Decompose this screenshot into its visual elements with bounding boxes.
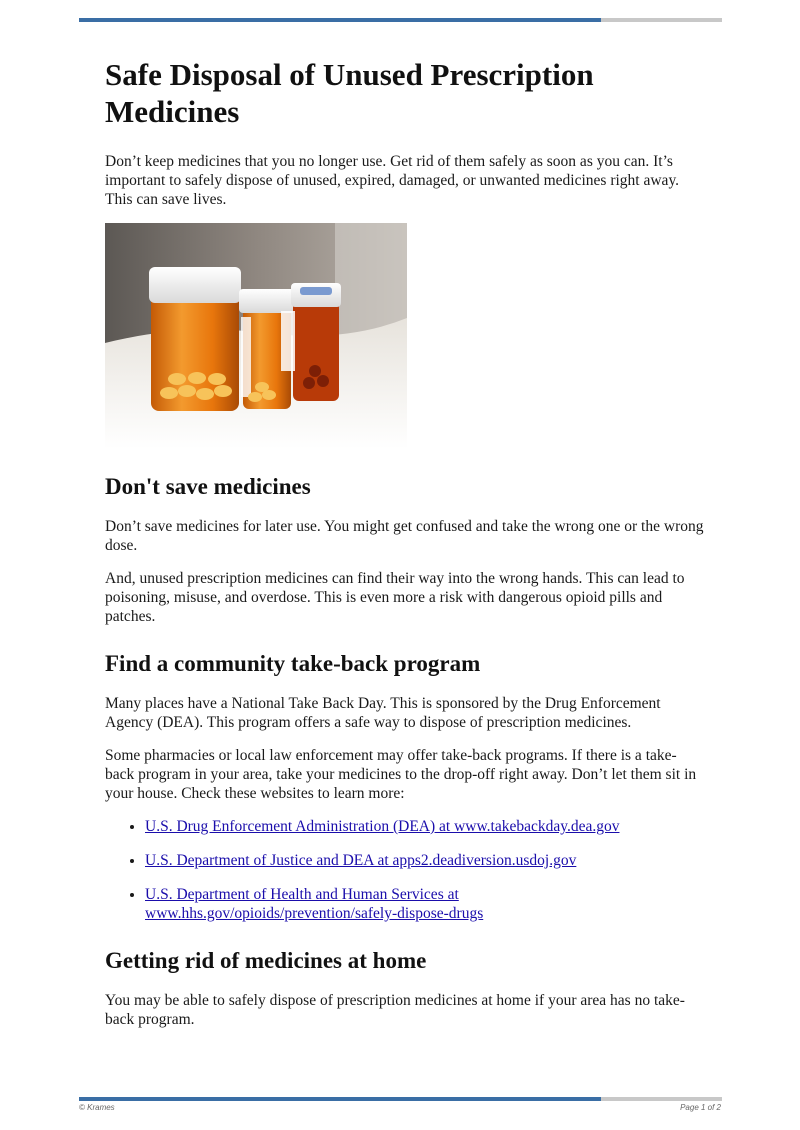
dea-link[interactable]: U.S. Drug Enforcement Administration (DEA) at www.takebackday.dea.gov	[145, 818, 620, 835]
section-heading-take-back: Find a community take-back program	[105, 651, 481, 676]
header-rule	[79, 18, 722, 22]
page-title: Safe Disposal of Unused Prescription Medicines	[105, 57, 594, 129]
section-paragraph: Some pharmacies or local law enforcement may offer take-back programs. If there is a take-back program in your area, take your medicines to the drop-off right away. Don’t let them sit in your house. Check these websites to learn more:	[105, 747, 697, 802]
page-number: Page 1 of 2	[680, 1103, 721, 1112]
doj-dea-link[interactable]: U.S. Department of Justice and DEA at apps2.deadiversion.usdoj.gov	[145, 852, 577, 869]
section-paragraph: Many places have a National Take Back Day. This is sponsored by the Drug Enforcement Agency (DEA). This program offers a safe way to dispose of prescription medicines.	[105, 695, 661, 731]
footer-rule-gray	[601, 1097, 722, 1101]
section-paragraph: You may be able to safely dispose of prescription medicines at home if your area has no take-back program.	[105, 992, 685, 1028]
header-rule-accent	[79, 18, 601, 22]
list-item	[145, 885, 705, 923]
section-heading-dont-save: Don't save medicines	[105, 474, 311, 499]
intro-paragraph: Don’t keep medicines that you no longer use. Get rid of them safely as soon as you can. It’s important to safely dispose of unused, expired, damaged, or unwanted medicines right away. This can save lives.	[105, 153, 680, 208]
header-rule-gray	[601, 18, 722, 22]
section-paragraph: Don’t save medicines for later use. You might get confused and take the wrong one or the wrong dose.	[105, 518, 704, 554]
pill-bottles-photo	[105, 223, 407, 449]
list-item	[145, 851, 705, 870]
footer-rule-accent	[79, 1097, 601, 1101]
section-paragraph: And, unused prescription medicines can find their way into the wrong hands. This can lead to poisoning, misuse, and overdose. This is even more a risk with dangerous opioid pills and patches.	[105, 570, 685, 625]
hhs-link[interactable]: U.S. Department of Health and Human Services at www.hhs.gov/opioids/prevention/safely-dispose-drugs	[145, 886, 484, 922]
section-heading-at-home: Getting rid of medicines at home	[105, 948, 427, 973]
pill-bottles-illustration	[105, 223, 407, 449]
footer-rule	[79, 1097, 722, 1101]
copyright-text: © Krames	[79, 1103, 115, 1112]
resource-link-list	[105, 817, 705, 923]
article	[105, 56, 705, 1043]
list-item	[145, 817, 705, 836]
